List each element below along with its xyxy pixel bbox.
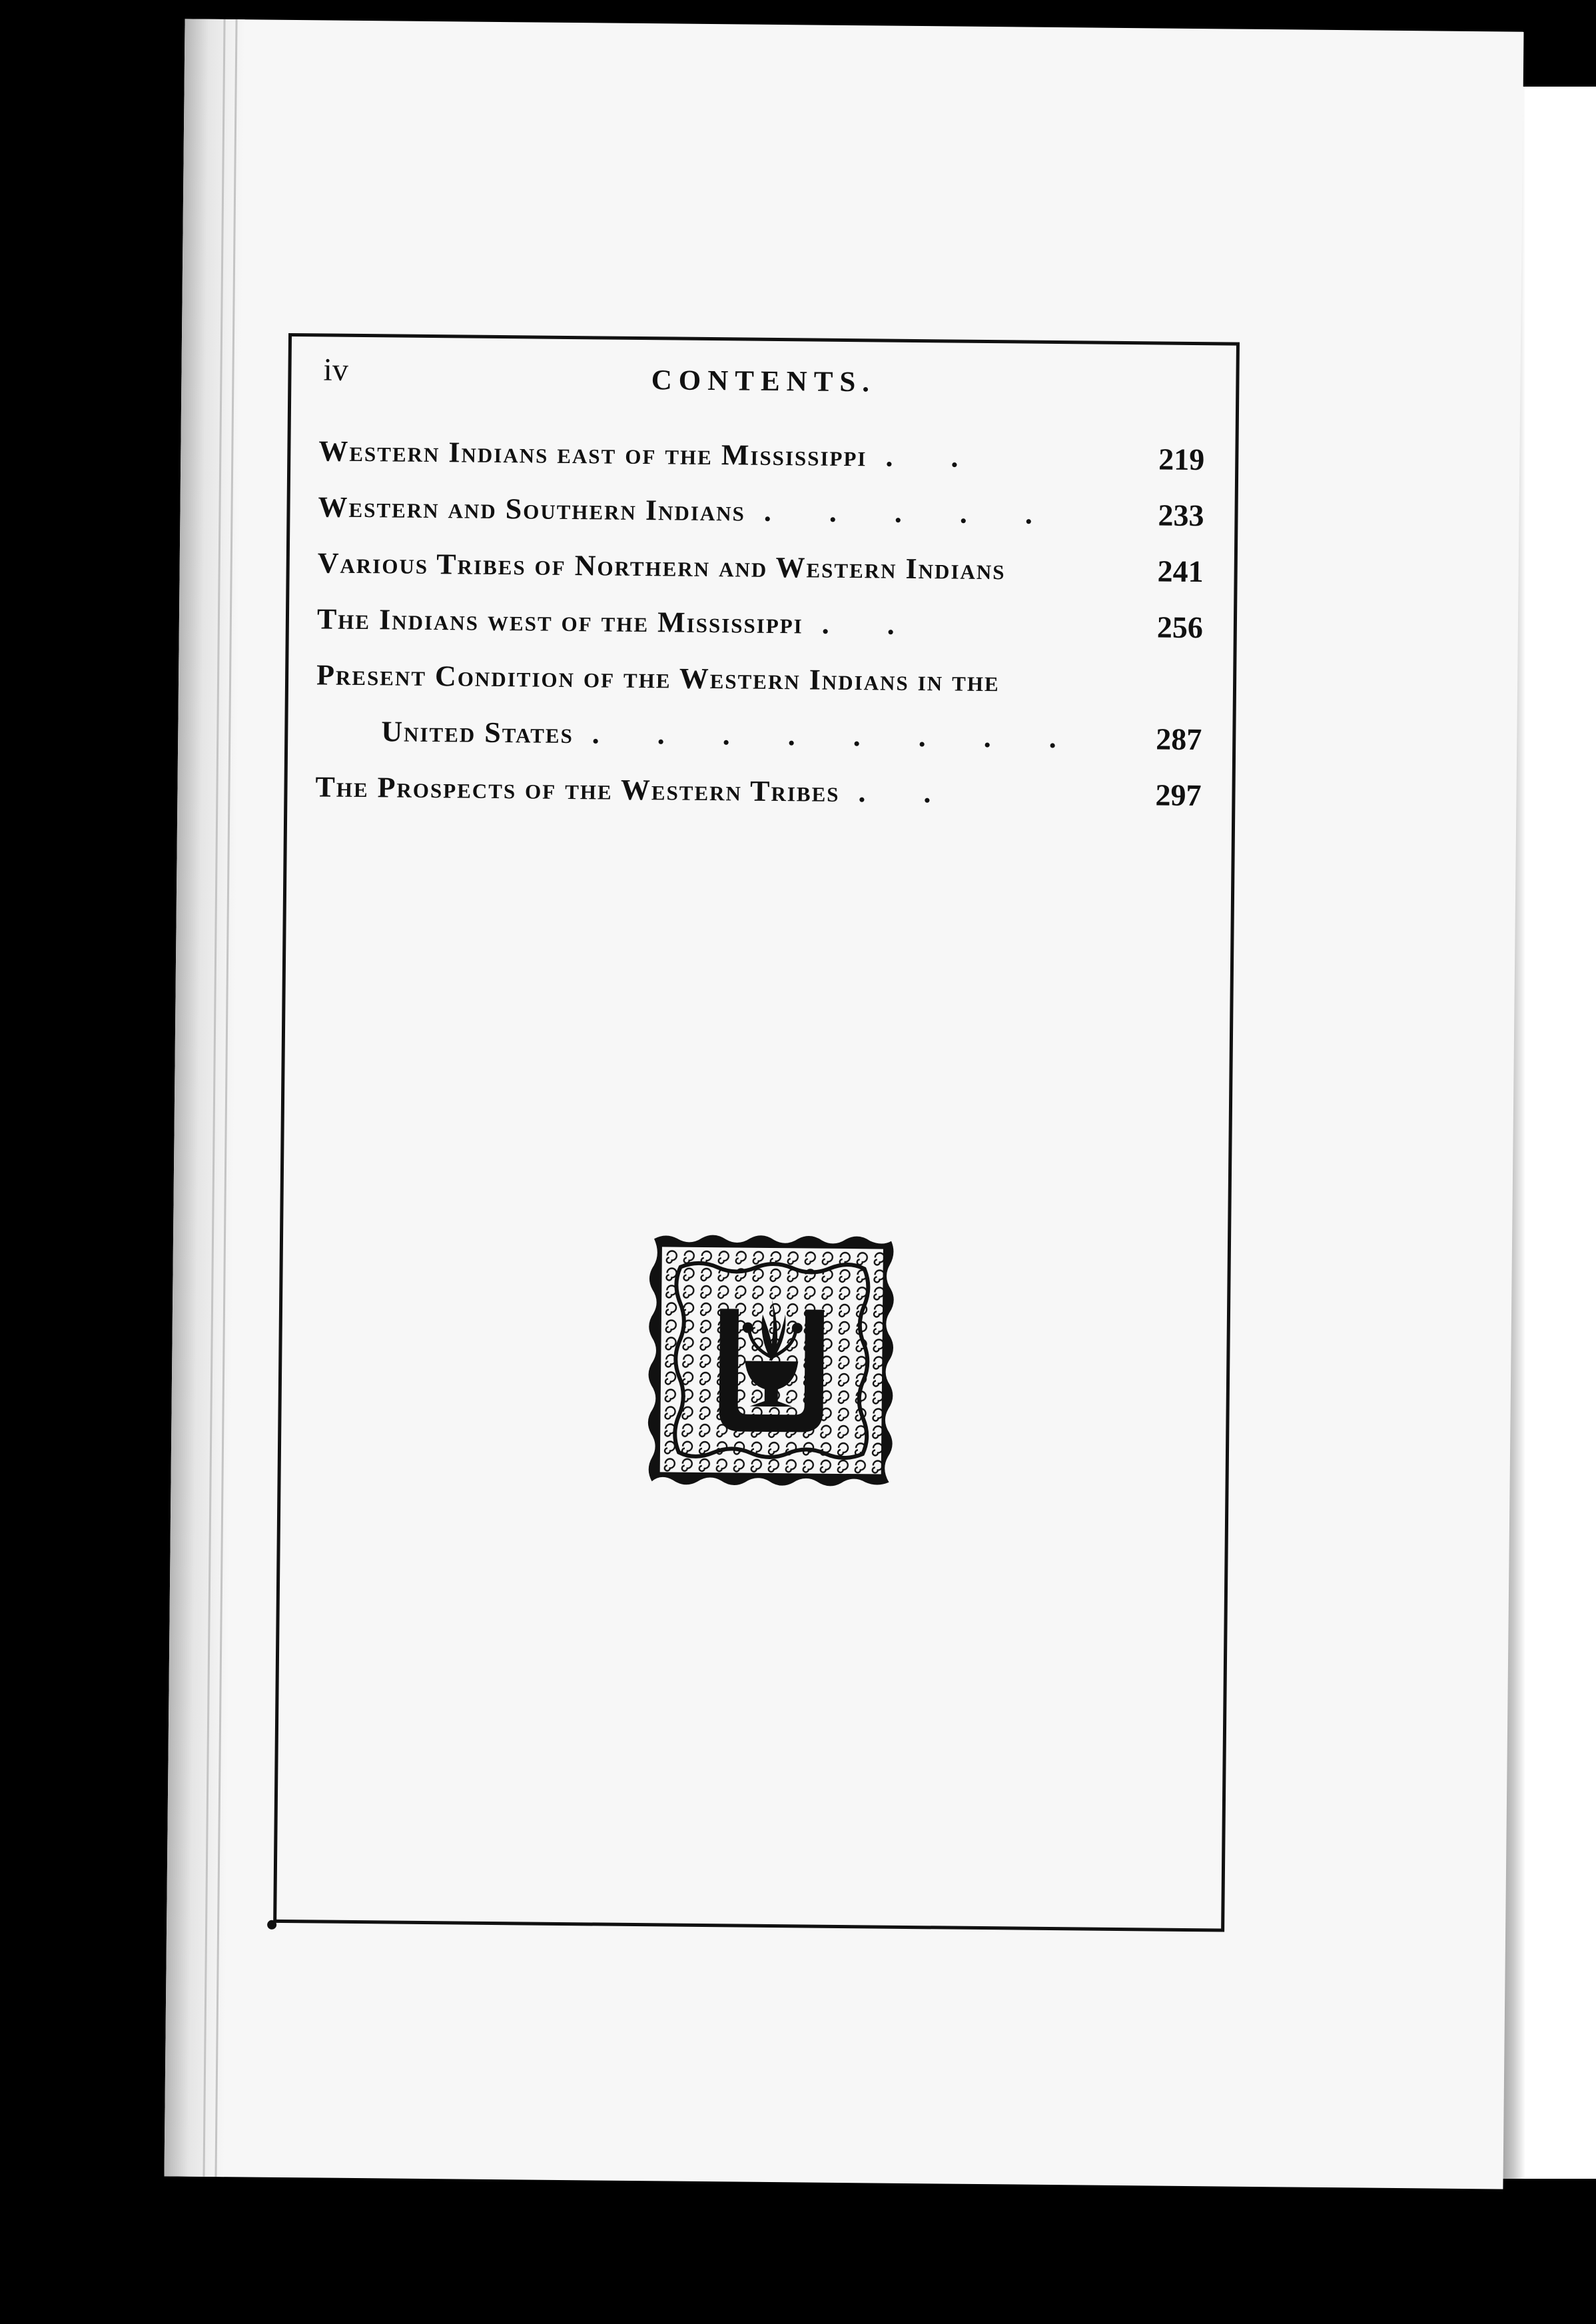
toc-entry-leader: . . — [885, 440, 984, 474]
toc-entry — [315, 759, 1202, 824]
text-frame — [273, 333, 1240, 1932]
page-number: iv — [323, 352, 349, 388]
toc-entry-title: Various Tribes of Northern and Western Indians — [317, 546, 1006, 586]
page-header — [291, 336, 1236, 439]
toc-entry-page: 241 — [1157, 554, 1204, 589]
toc-entry-title: The Prospects of the Western Tribes — [315, 770, 840, 808]
toc-entry-title-line1: Present Condition of the Western Indians in the — [316, 658, 1000, 698]
toc-entry-title-line2: United States — [381, 715, 574, 750]
toc-entry-continuation — [316, 703, 1202, 768]
contents-heading: CONTENTS. — [651, 364, 877, 398]
table-of-contents — [315, 423, 1205, 824]
toc-entry-page: 233 — [1158, 498, 1204, 533]
toc-entry-page: 256 — [1156, 610, 1204, 645]
toc-entry-title: The Indians west of the Mississippi — [316, 602, 803, 640]
toc-entry — [318, 423, 1205, 488]
toc-entry-leader: . . — [821, 607, 920, 642]
toc-entry — [317, 535, 1204, 600]
toc-entry-leader: . . . . . . . . — [592, 717, 1082, 755]
toc-entry-page: 297 — [1155, 778, 1202, 813]
book-page — [165, 19, 1524, 2189]
frame-corner-dot — [267, 1920, 276, 1930]
toc-entry — [318, 479, 1204, 544]
toc-entry — [317, 591, 1204, 656]
toc-entry-page: 287 — [1156, 722, 1202, 757]
toc-entry-title: Western Indians east of the Mississippi — [318, 434, 867, 473]
toc-entry-leader: . . — [858, 776, 957, 810]
toc-entry-leader: . . . . . — [763, 494, 1058, 531]
printers-ornament-urn-icon — [643, 1229, 899, 1492]
toc-entry-title: Western and Southern Indians — [318, 490, 746, 528]
toc-entry-page: 219 — [1158, 442, 1205, 477]
toc-entry — [316, 647, 1203, 768]
